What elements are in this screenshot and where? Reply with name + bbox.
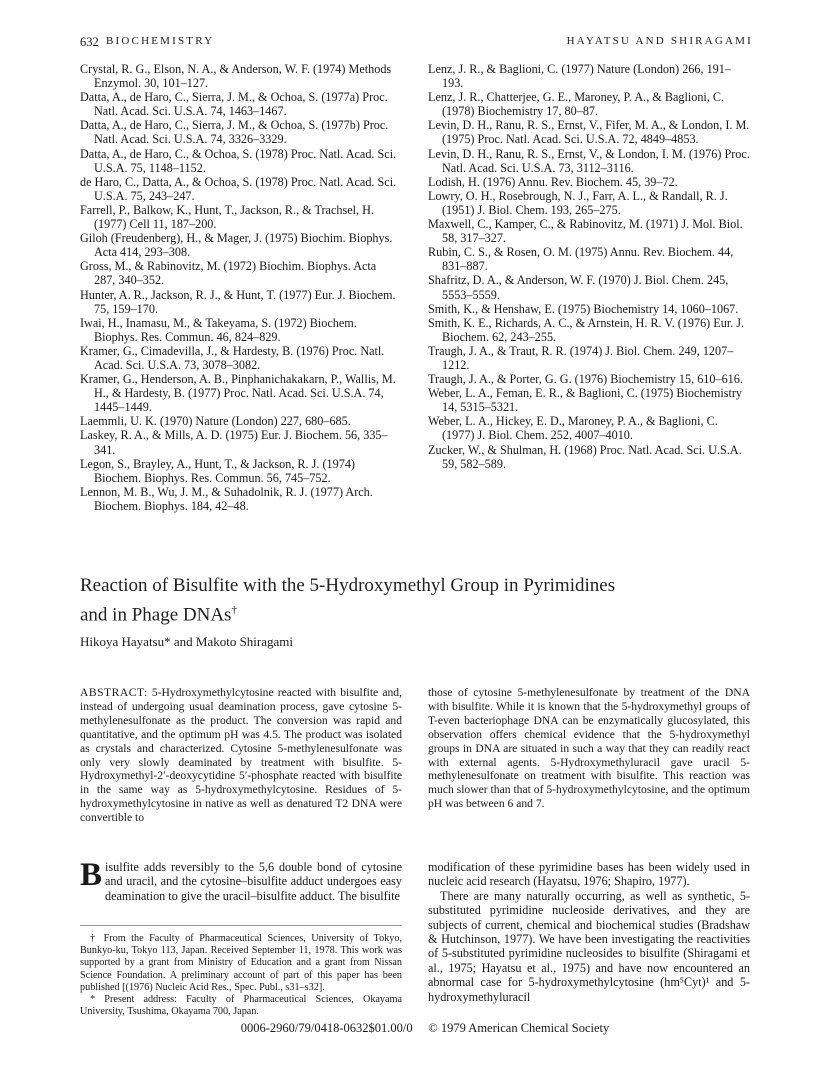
reference-entry: Hunter, A. R., Jackson, R. J., & Hunt, T. (1977) Eur. J. Biochem. 75, 159–170. (80, 287, 396, 316)
reference-entry: Traugh, J. A., & Porter, G. G. (1976) Biochemistry 15, 610–616. (428, 372, 743, 387)
references-right-column (428, 62, 750, 471)
title-footnote-mark: † (231, 604, 237, 616)
reference-entry: Weber, L. A., Hickey, E. D., Maroney, P. A., & Baglioni, C. (1977) J. Biol. Chem. 252, 4007–4010. (428, 414, 718, 443)
body-right-column (428, 860, 750, 1004)
abstract-label: ABSTRACT: (80, 686, 148, 699)
reference-entry: Lenz, J. R., & Baglioni, C. (1977) Nature (London) 266, 191–193. (428, 62, 731, 91)
body-paragraph-2: There are many naturally occurring, as well as synthetic, 5-substituted pyrimidine nucleoside derivatives, and they are subjects of current, chemical and biochemical studies (Bradshaw & Hutchinson, 1977). We have been investigating the reactivities of 5-substituted pyrimidine nucleosides to bisulfite (Shiragami et al., 1975; Hayatsu et al., 1975) and have now encountered an abnormal case for 5-hydroxymethylcytosine (hm⁵Cyt)¹ and 5-hydroxymethyluracil (428, 888, 750, 1004)
reference-entry: Weber, L. A., Feman, E. R., & Baglioni, C. (1975) Biochemistry 14, 5315–5321. (428, 386, 743, 415)
reference-entry: Kramer, G., Henderson, A. B., Pinphanichakakarn, P., Wallis, M. H., & Hardesty, B. (1977) Proc. Natl. Acad. Sci. U.S.A. 74, 1445–1449. (80, 372, 396, 415)
reference-entry: Zucker, W., & Shulman, H. (1968) Proc. Natl. Acad. Sci. U.S.A. 59, 582–589. (428, 442, 742, 471)
abstract-right: those of cytosine 5-methylenesulfonate by treatment of the DNA with bisulfite. While it is known that the 5-hydroxymethyl groups of T-even bacteriophage DNA can be enzymatically glucosylated, this observation offers chemical evidence that the 5-hydroxymethyl groups in DNA are situated in such a way that they can readily react with external agents. 5-Hydroxymethyluracil gave uracil 5-methylenesulfonate on treatment with bisulfite. This reaction was much slower than that of 5-hydroxymethylcytosine, and the optimum pH was between 6 and 7. (428, 686, 750, 811)
abstract-text-left: 5-Hydroxymethylcytosine reacted with bisulfite and, instead of undergoing usual deamination process, gave cytosine 5-methylenesulfonate as the product. The conversion was rapid and quantitative, and the optimum pH was 4.5. The product was isolated as crystals and characterized. Cytosine 5-methylenesulfonate was only very slowly deaminated by treatment with bisulfite. 5-Hydroxymethyl-2′-deoxycytidine 5′-phosphate reacted with bisulfite in the same way as 5-hydroxymethylcytosine. Residues of 5-hydroxymethylcytosine in native as well as denatured T2 DNA were convertible to (80, 686, 403, 825)
footnotes (80, 925, 402, 1018)
reference-entry: Iwai, H., Inamasu, M., & Takeyama, S. (1972) Biochem. Biophys. Res. Commun. 46, 824–829. (80, 315, 357, 344)
body-paragraph-1: modification of these pyrimidine bases has been widely used in nucleic acid research (Hayatsu, 1976; Shapiro, 1977). (428, 860, 750, 889)
page-number: 632 (80, 35, 99, 49)
title-line-1: Reaction of Bisulfite with the 5-Hydroxymethyl Group in Pyrimidines (80, 575, 616, 596)
reference-entry: Laskey, R. A., & Mills, A. D. (1975) Eur. J. Biochem. 56, 335–341. (80, 428, 388, 457)
reference-entry: Datta, A., de Haro, C., Sierra, J. M., & Ochoa, S. (1977a) Proc. Natl. Acad. Sci. U.S.A. 74, 1463–1467. (80, 90, 388, 119)
reference-entry: Smith, K. E., Richards, A. C., & Arnstein, H. R. V. (1976) Eur. J. Biochem. 62, 243–255. (428, 315, 745, 344)
copyright: © 1979 American Chemical Society (428, 1021, 610, 1035)
reference-entry: Levin, D. H., Ranu, R. S., Ernst, V., Fifer, M. A., & London, I. M. (1975) Proc. Natl. Acad. Sci. U.S.A. 72, 4849–4853. (428, 118, 750, 147)
reference-entry: Giloh (Freudenberg), H., & Mager, J. (1975) Biochim. Biophys. Acta 414, 293–308. (80, 231, 393, 260)
article-code: 0006-2960/79/0418-0632$01.00/0 (240, 1021, 413, 1035)
reference-entry: Levin, D. H., Ranu, R. S., Ernst, V., & London, I. M. (1976) Proc. Natl. Acad. Sci. U.S.A. 73, 3112–3116. (428, 146, 750, 175)
drop-cap: B (80, 857, 103, 893)
reference-entry: Maxwell, C., Kamper, C., & Rabinovitz, M. (1971) J. Mol. Biol. 58, 317–327. (428, 217, 743, 246)
footnote-affiliation: † From the Faculty of Pharmaceutical Sciences, University of Tokyo, Bunkyo-ku, Tokyo 113, Japan. Received September 11, 1978. This work was supported by a grant from Ministry of Education and a grant from Nissan Science Foundation. A preliminary account of part of this paper has been published [(1976) Nucleic Acid Res., Spec. Publ., s31–s32]. (80, 933, 402, 993)
reference-entry: Laemmli, U. K. (1970) Nature (London) 227, 680–685. (80, 414, 351, 429)
title-line-2: and in Phage DNAs (80, 604, 232, 626)
body-text-left: isulfite adds reversibly to the 5,6 double bond of cytosine and uracil, and the cytosine–bisulfite adduct undergoes easy deamination to give the uracil–bisulfite adduct. The bisulfite (105, 860, 402, 903)
reference-entry: Shafritz, D. A., & Anderson, W. F. (1970) J. Biol. Chem. 245, 5553–5559. (428, 273, 729, 302)
page-footer (200, 1021, 650, 1036)
reference-entry: Kramer, G., Cimadevilla, J., & Hardesty, B. (1976) Proc. Natl. Acad. Sci. U.S.A. 73, 3078–3082. (80, 343, 385, 372)
reference-entry: Legon, S., Brayley, A., Hunt, T., & Jackson, R. J. (1974) Biochem. Biophys. Res. Commun. 56, 745–752. (80, 456, 355, 485)
reference-entry: Lowry, O. H., Rosebrough, N. J., Farr, A. L., & Randall, R. J. (1951) J. Biol. Chem. 193, 265–275. (428, 188, 728, 217)
references-left-column (80, 62, 400, 513)
author-byline: Hikoya Hayatsu* and Makoto Shiragami (80, 634, 294, 649)
reference-entry: Smith, K., & Henshaw, E. (1975) Biochemistry 14, 1060–1067. (428, 301, 739, 316)
reference-entry: Lodish, H. (1976) Annu. Rev. Biochem. 45, 39–72. (428, 174, 678, 189)
reference-entry: Datta, A., de Haro, C., Sierra, J. M., & Ochoa, S. (1977b) Proc. Natl. Acad. Sci. U.S.A. 74, 3326–3329. (80, 118, 389, 147)
reference-entry: Lenz, J. R., Chatterjee, G. E., Maroney, P. A., & Baglioni, C. (1978) Biochemistry 17, 80–87. (428, 90, 725, 119)
reference-entry: Traugh, J. A., & Traut, R. R. (1974) J. Biol. Chem. 249, 1207–1212. (428, 343, 734, 372)
reference-entry: Farrell, P., Balkow, K., Hunt, T., Jackson, R., & Trachsel, H. (1977) Cell 11, 187–200. (80, 202, 374, 232)
abstract-left (80, 686, 402, 825)
footnote-present-address: * Present address: Faculty of Pharmaceutical Sciences, Okayama University, Tsushima, Okayama 700, Japan. (80, 994, 402, 1018)
running-head-authors: HAYATSU AND SHIRAGAMI (566, 35, 753, 47)
reference-entry: Lennon, M. B., Wu, J. M., & Suhadolnik, R. J. (1977) Arch. Biochem. Biophys. 184, 42–48. (80, 484, 373, 513)
reference-entry: Rubin, C. S., & Rosen, O. M. (1975) Annu. Rev. Biochem. 44, 831–887. (428, 245, 734, 274)
article-title (80, 574, 740, 627)
journal-name: BIOCHEMISTRY (106, 35, 215, 47)
reference-entry: de Haro, C., Datta, A., & Ochoa, S. (1978) Proc. Natl. Acad. Sci. U.S.A. 75, 243–247. (80, 174, 397, 203)
reference-entry: Datta, A., de Haro, C., & Ochoa, S. (1978) Proc. Natl. Acad. Sci. U.S.A. 75, 1148–1152. (80, 146, 397, 175)
reference-entry: Gross, M., & Rabinovitz, M. (1972) Biochim. Biophys. Acta 287, 340–352. (80, 259, 377, 288)
reference-entry: Crystal, R. G., Elson, N. A., & Anderson, W. F. (1974) Methods Enzymol. 30, 101–127. (80, 62, 392, 91)
body-left-column (80, 857, 402, 903)
